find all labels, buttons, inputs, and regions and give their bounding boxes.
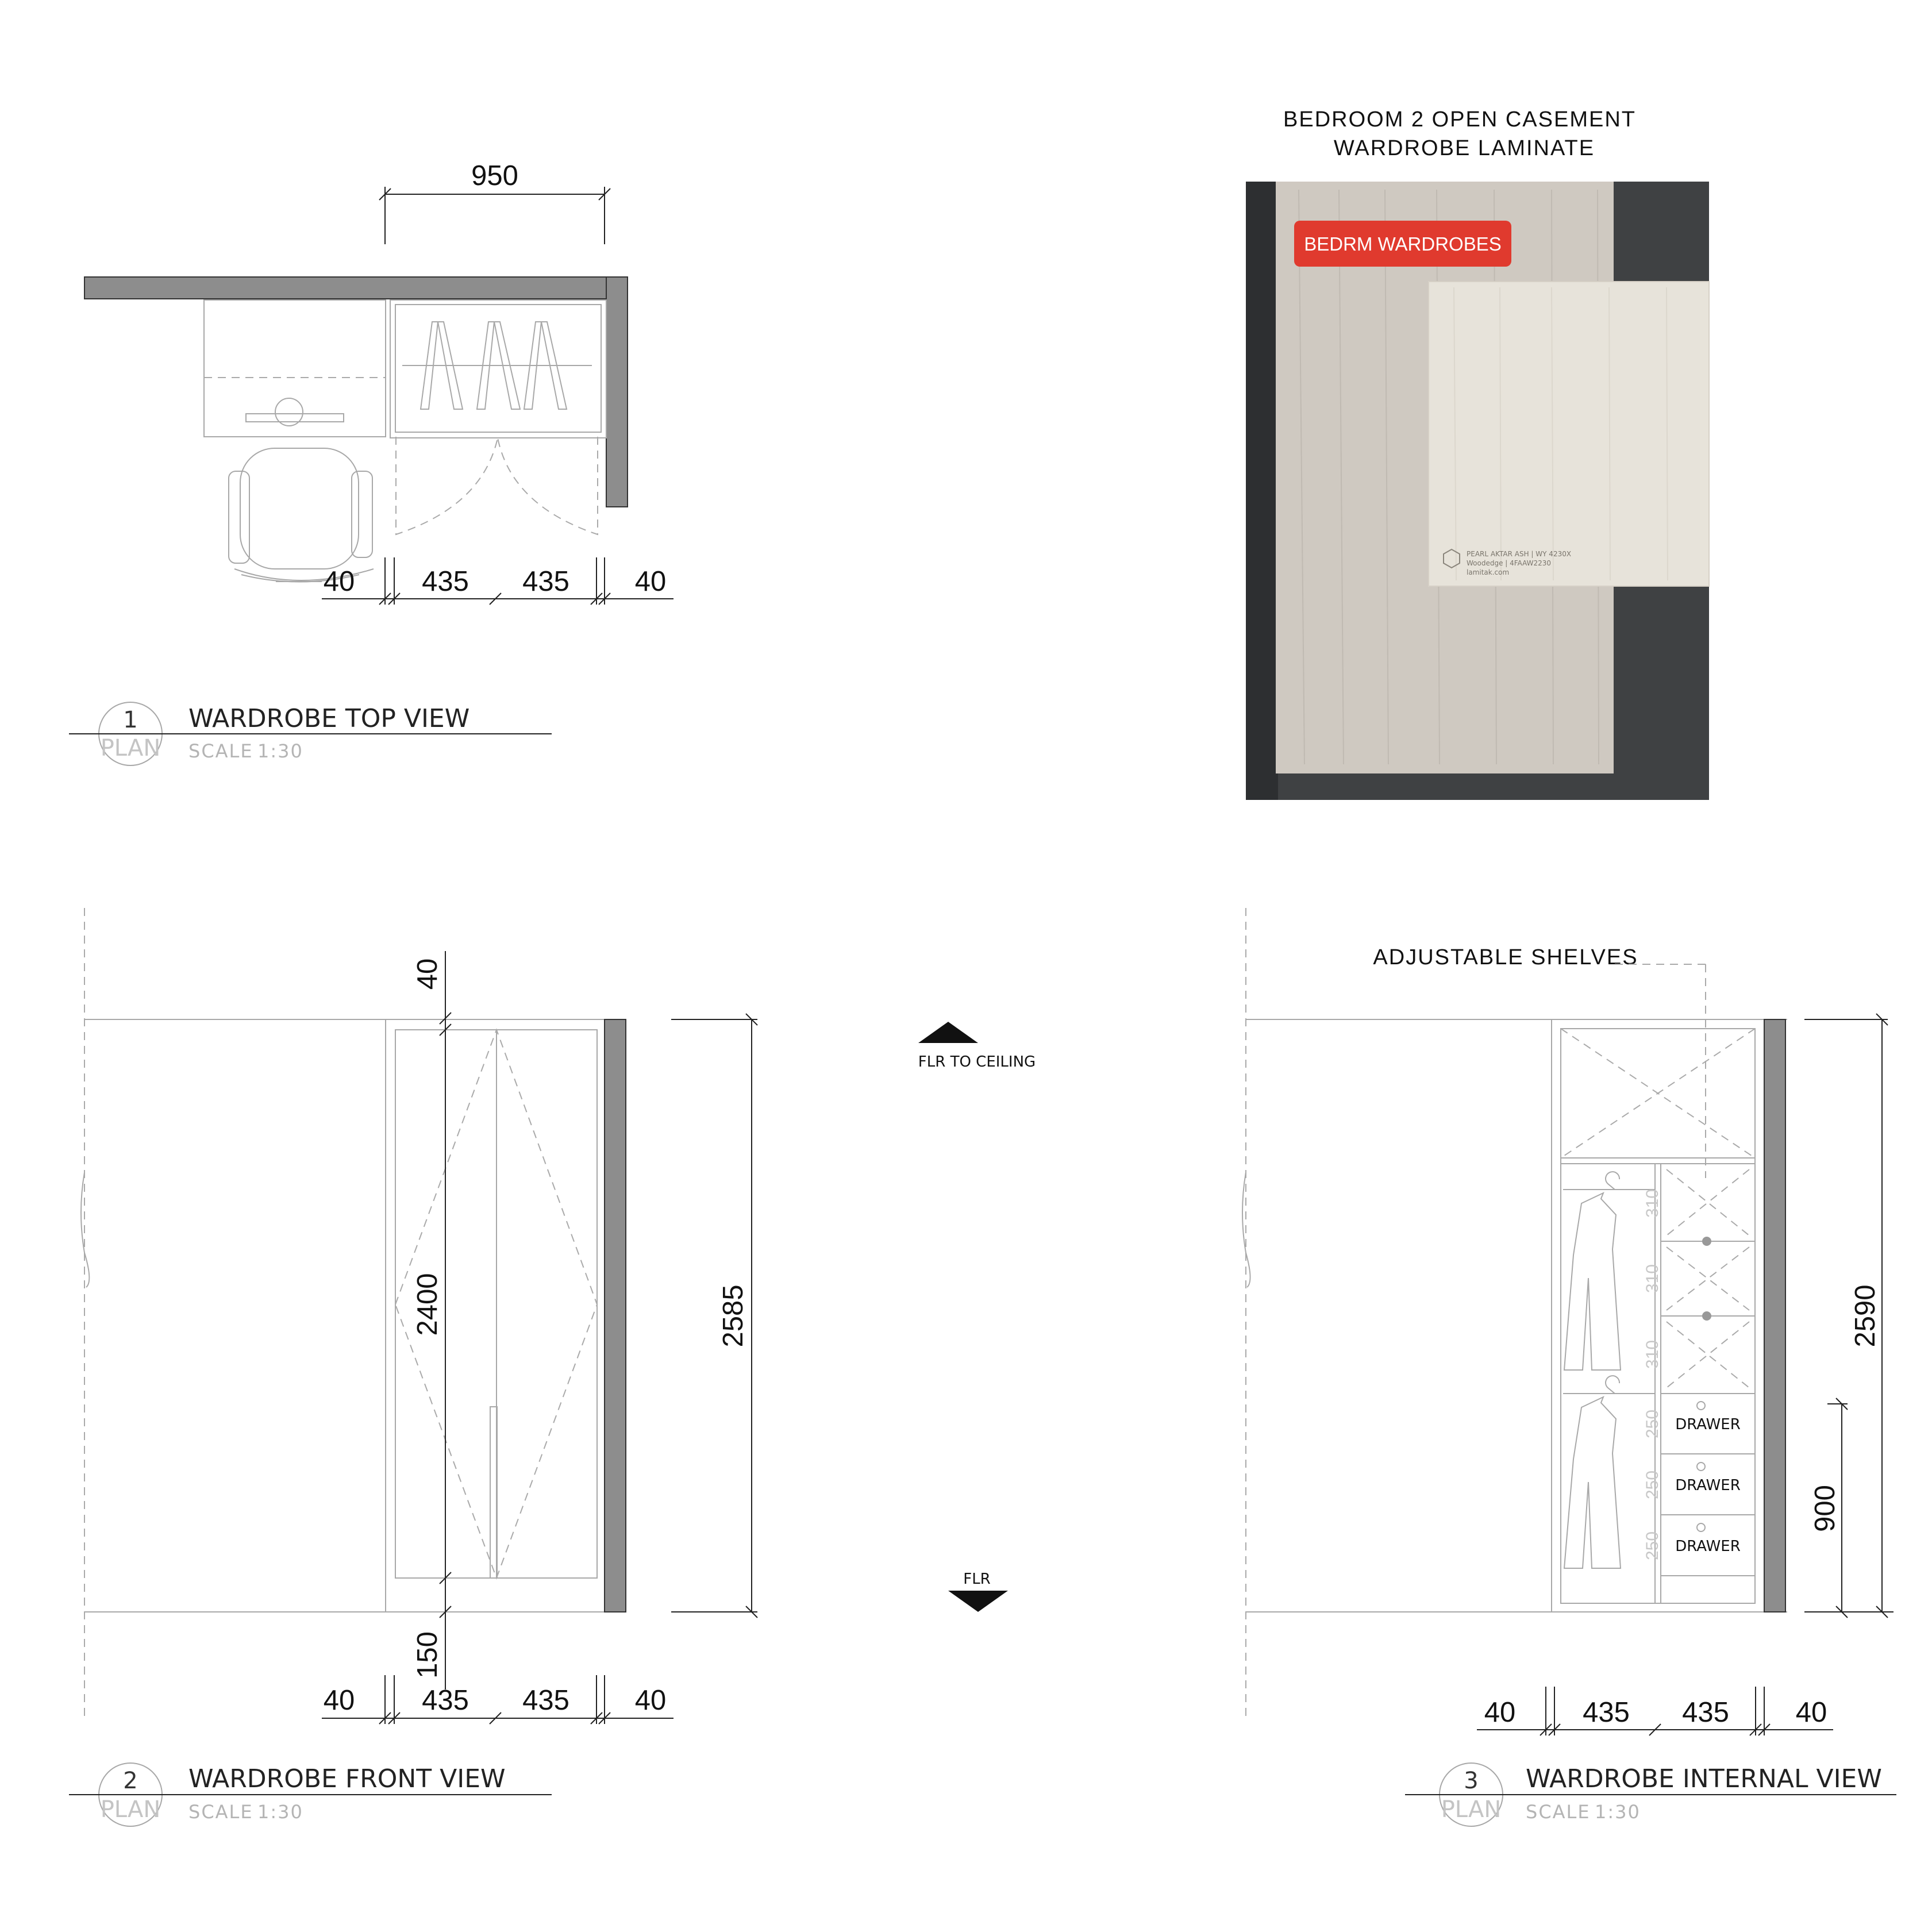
svg-text:250: 250	[1643, 1409, 1662, 1439]
floor-arrow-icon	[948, 1591, 1008, 1612]
dim-150: 150	[412, 1631, 443, 1679]
ceiling-label: FLR TO CEILING	[918, 1053, 1036, 1071]
dim-40-left: 40	[323, 566, 355, 597]
svg-text:40: 40	[1795, 1697, 1827, 1728]
dim-2590: 2590	[1850, 1284, 1881, 1348]
svg-text:PEARL AKTAR ASH | WY 4230X: PEARL AKTAR ASH | WY 4230X	[1467, 550, 1572, 558]
svg-text:Woodedge | 4FAAW2230: Woodedge | 4FAAW2230	[1467, 559, 1552, 567]
svg-text:3: 3	[1464, 1768, 1479, 1794]
wall-right	[606, 277, 628, 507]
laminate-swatch	[1246, 107, 1709, 800]
svg-text:435: 435	[522, 1685, 569, 1716]
garment-icon	[1564, 1172, 1621, 1370]
svg-text:435: 435	[422, 1685, 469, 1716]
adjustable-shelves-note: ADJUSTABLE SHELVES	[1373, 945, 1638, 969]
svg-text:lamitak.com: lamitak.com	[1467, 568, 1510, 576]
svg-text:40: 40	[634, 1685, 667, 1716]
svg-text:435: 435	[1583, 1697, 1630, 1728]
view-title-2	[69, 1763, 552, 1826]
svg-text:2: 2	[123, 1768, 138, 1794]
garment-icon	[1564, 1376, 1621, 1568]
swatch-title-line1: BEDROOM 2 OPEN CASEMENT	[1283, 107, 1636, 132]
svg-text:250: 250	[1643, 1531, 1662, 1561]
view-title-3	[1405, 1763, 1896, 1826]
wardrobe-front-view	[69, 908, 757, 1826]
dim-40-top: 40	[412, 958, 443, 990]
dim-950: 950	[471, 160, 518, 191]
door-swing-left	[396, 437, 498, 534]
svg-text:40: 40	[1484, 1697, 1516, 1728]
shelf-peg-icon	[1702, 1237, 1711, 1246]
dim-40-right: 40	[634, 566, 667, 597]
door-swing-right	[498, 437, 598, 534]
interior-dimensions	[1643, 1164, 1662, 1576]
drawer-label: DRAWER	[1675, 1538, 1741, 1555]
dim-900: 900	[1810, 1485, 1841, 1532]
chair-icon	[229, 448, 374, 582]
svg-text:310: 310	[1643, 1340, 1662, 1369]
svg-text:PLAN: PLAN	[1441, 1796, 1502, 1823]
svg-text:250: 250	[1643, 1470, 1662, 1500]
wardrobe-internal-view	[1242, 908, 1896, 1826]
floor-label: FLR	[963, 1571, 991, 1588]
wall-top	[84, 277, 628, 299]
swatch-tag-label: BEDRM WARDROBES	[1304, 233, 1502, 255]
view-title-name: WARDROBE FRONT VIEW	[188, 1764, 506, 1794]
drawer-label: DRAWER	[1675, 1477, 1741, 1494]
svg-text:SCALE: SCALE	[188, 740, 253, 762]
svg-text:1:30: 1:30	[257, 1801, 303, 1823]
drawer-label: DRAWER	[1675, 1416, 1741, 1433]
svg-text:PLAN: PLAN	[100, 1796, 161, 1823]
view-title-name: WARDROBE TOP VIEW	[188, 704, 470, 733]
view-title-1	[69, 702, 552, 765]
view-title-name: WARDROBE INTERNAL VIEW	[1526, 1764, 1882, 1794]
wall-section	[605, 1019, 626, 1612]
svg-text:1:30: 1:30	[1595, 1801, 1641, 1823]
swatch-title-line2: WARDROBE LAMINATE	[1333, 136, 1595, 160]
ceiling-arrow-icon	[918, 1022, 978, 1043]
svg-text:40: 40	[323, 1685, 355, 1716]
svg-text:435: 435	[1682, 1697, 1729, 1728]
svg-text:310: 310	[1643, 1264, 1662, 1294]
wardrobe-carcass-plan	[390, 300, 606, 438]
desk-outline	[204, 300, 386, 437]
dim-2400: 2400	[412, 1273, 443, 1336]
svg-text:1:30: 1:30	[257, 740, 303, 762]
svg-text:PLAN: PLAN	[100, 735, 161, 761]
desk-drawer-handle	[246, 414, 344, 422]
svg-text:SCALE: SCALE	[188, 1801, 253, 1823]
wardrobe-top-view	[69, 160, 673, 765]
svg-text:310: 310	[1643, 1188, 1662, 1218]
dim-435-left: 435	[422, 566, 469, 597]
shelf-peg-icon	[1702, 1311, 1711, 1321]
level-markers	[918, 1022, 1036, 1612]
dim-435-right: 435	[522, 566, 569, 597]
svg-text:SCALE: SCALE	[1526, 1801, 1591, 1823]
dim-2585: 2585	[718, 1284, 749, 1348]
svg-text:1: 1	[123, 707, 138, 733]
